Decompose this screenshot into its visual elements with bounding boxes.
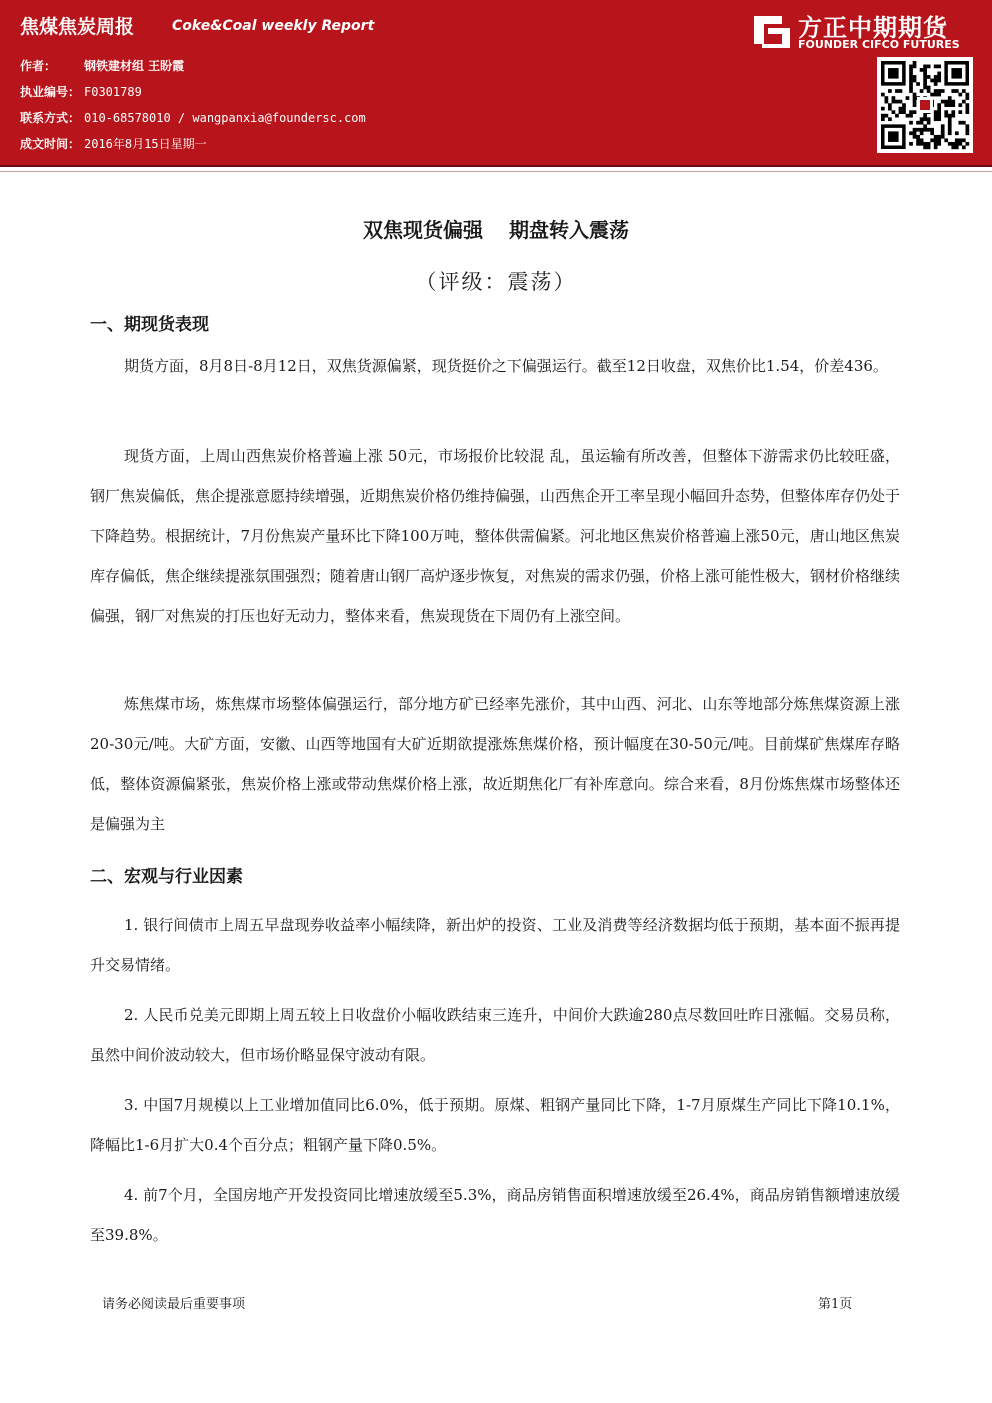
page-number: 第1页 bbox=[818, 1297, 853, 1312]
document-title bbox=[0, 214, 992, 243]
document-title-part2: 期盘转入震荡 bbox=[509, 218, 629, 242]
paragraph-coking-coal: 炼焦煤市场，炼焦煤市场整体偏强运行，部分地方矿已经率先涨价，其中山西、河北、山东等地部分炼焦煤资源上涨20-30元/吨。大矿方面，安徽、山西等地国有大矿近期欲提涨炼焦煤价格，预计幅度在30-50元/吨。目前煤矿焦煤库存略低，整体资源偏紧张，焦炭价格上涨或带动焦煤价格上涨，故近期焦化厂有补库意向。综合来看，8月份炼焦煤市场整体还是偏强为主 bbox=[90, 695, 900, 833]
report-title: 焦煤焦炭周报 bbox=[20, 16, 135, 38]
contact-row bbox=[20, 109, 366, 126]
header-divider bbox=[0, 165, 992, 167]
qr-code-icon bbox=[877, 57, 973, 153]
logo-text-cn: 方正中期期货 bbox=[798, 14, 948, 42]
date-label: 成文时间： bbox=[20, 137, 81, 151]
paragraph-spot: 现货方面，上周山西焦炭价格普遍上涨 50元，市场报价比较混 乱，虽运输有所改善，但整体下游需求仍比较旺盛，钢厂焦炭偏低，焦企提涨意愿持续增强，近期焦炭价格仍维持偏强，山西焦企开工率呈现小幅回升态势，但整体库存仍处于下降趋势。根据统计，7月份焦炭产量环比下降100万吨，整体供需偏紧。河北地区焦炭价格普遍上涨50元，唐山地区焦炭库存偏低，焦企继续提涨氛围强烈；随着唐山钢厂高炉逐步恢复，对焦炭的需求仍强，价格上涨可能性极大，钢材价格继续偏强，钢厂对焦炭的打压也好无动力，整体来看，焦炭现货在下周仍有上涨空间。 bbox=[90, 447, 901, 625]
author-value: 钢铁建材组 王盼霞 bbox=[84, 59, 185, 73]
document-title-part1: 双焦现货偏强 bbox=[363, 218, 483, 242]
footer-notice: 请务必阅读最后重要事项 bbox=[102, 1297, 246, 1312]
logo-mark-icon bbox=[752, 10, 792, 50]
section-heading-2: 二、宏观与行业因素 bbox=[90, 867, 243, 887]
date-row bbox=[20, 135, 207, 152]
license-row bbox=[20, 83, 142, 100]
author-row bbox=[20, 57, 184, 74]
header-divider-thin bbox=[0, 171, 992, 172]
paragraph-macro-4: 4. 前7个月，全国房地产开发投资同比增速放缓至5.3%，商品房销售面积增速放缓至26.4%，商品房销售额增速放缓至39.8%。 bbox=[90, 1186, 900, 1244]
license-label: 执业编号： bbox=[20, 85, 81, 99]
paragraph-futures: 期货方面，8月8日-8月12日，双焦货源偏紧，现货挺价之下偏强运行。截至12日收盘，双焦价比1.54，价差436。 bbox=[124, 357, 888, 375]
paragraph-macro-1: 1. 银行间债市上周五早盘现券收益率小幅续降，新出炉的投资、工业及消费等经济数据均低于预期，基本面不振再提升交易情绪。 bbox=[90, 916, 900, 974]
logo-text-en: FOUNDER CIFCO FUTURES bbox=[798, 38, 960, 51]
date-value: 2016年8月15日星期一 bbox=[84, 137, 207, 151]
report-header bbox=[0, 0, 992, 165]
license-value: F0301789 bbox=[84, 85, 142, 99]
contact-value: 010-68578010 / wangpanxia@foundersc.com bbox=[84, 111, 366, 125]
company-logo bbox=[752, 8, 980, 56]
contact-label: 联系方式： bbox=[20, 111, 81, 125]
paragraph-macro-2: 2. 人民币兑美元即期上周五较上日收盘价小幅收跌结束三连升，中间价大跌逾280点尽数回吐昨日涨幅。交易员称，虽然中间价波动较大，但市场价略显保守波动有限。 bbox=[90, 1006, 900, 1064]
report-subtitle: Coke&Coal weekly Report bbox=[172, 18, 375, 34]
section-heading-1: 一、期现货表现 bbox=[90, 315, 209, 335]
paragraph-macro-3: 3. 中国7月规模以上工业增加值同比6.0%，低于预期。原煤、粗钢产量同比下降，1-7月原煤生产同比下降10.1%，降幅比1-6月扩大0.4个百分点；粗钢产量下降0.5%。 bbox=[90, 1096, 900, 1154]
rating: （评级：震荡） bbox=[415, 270, 577, 294]
author-label: 作者： bbox=[20, 59, 57, 73]
